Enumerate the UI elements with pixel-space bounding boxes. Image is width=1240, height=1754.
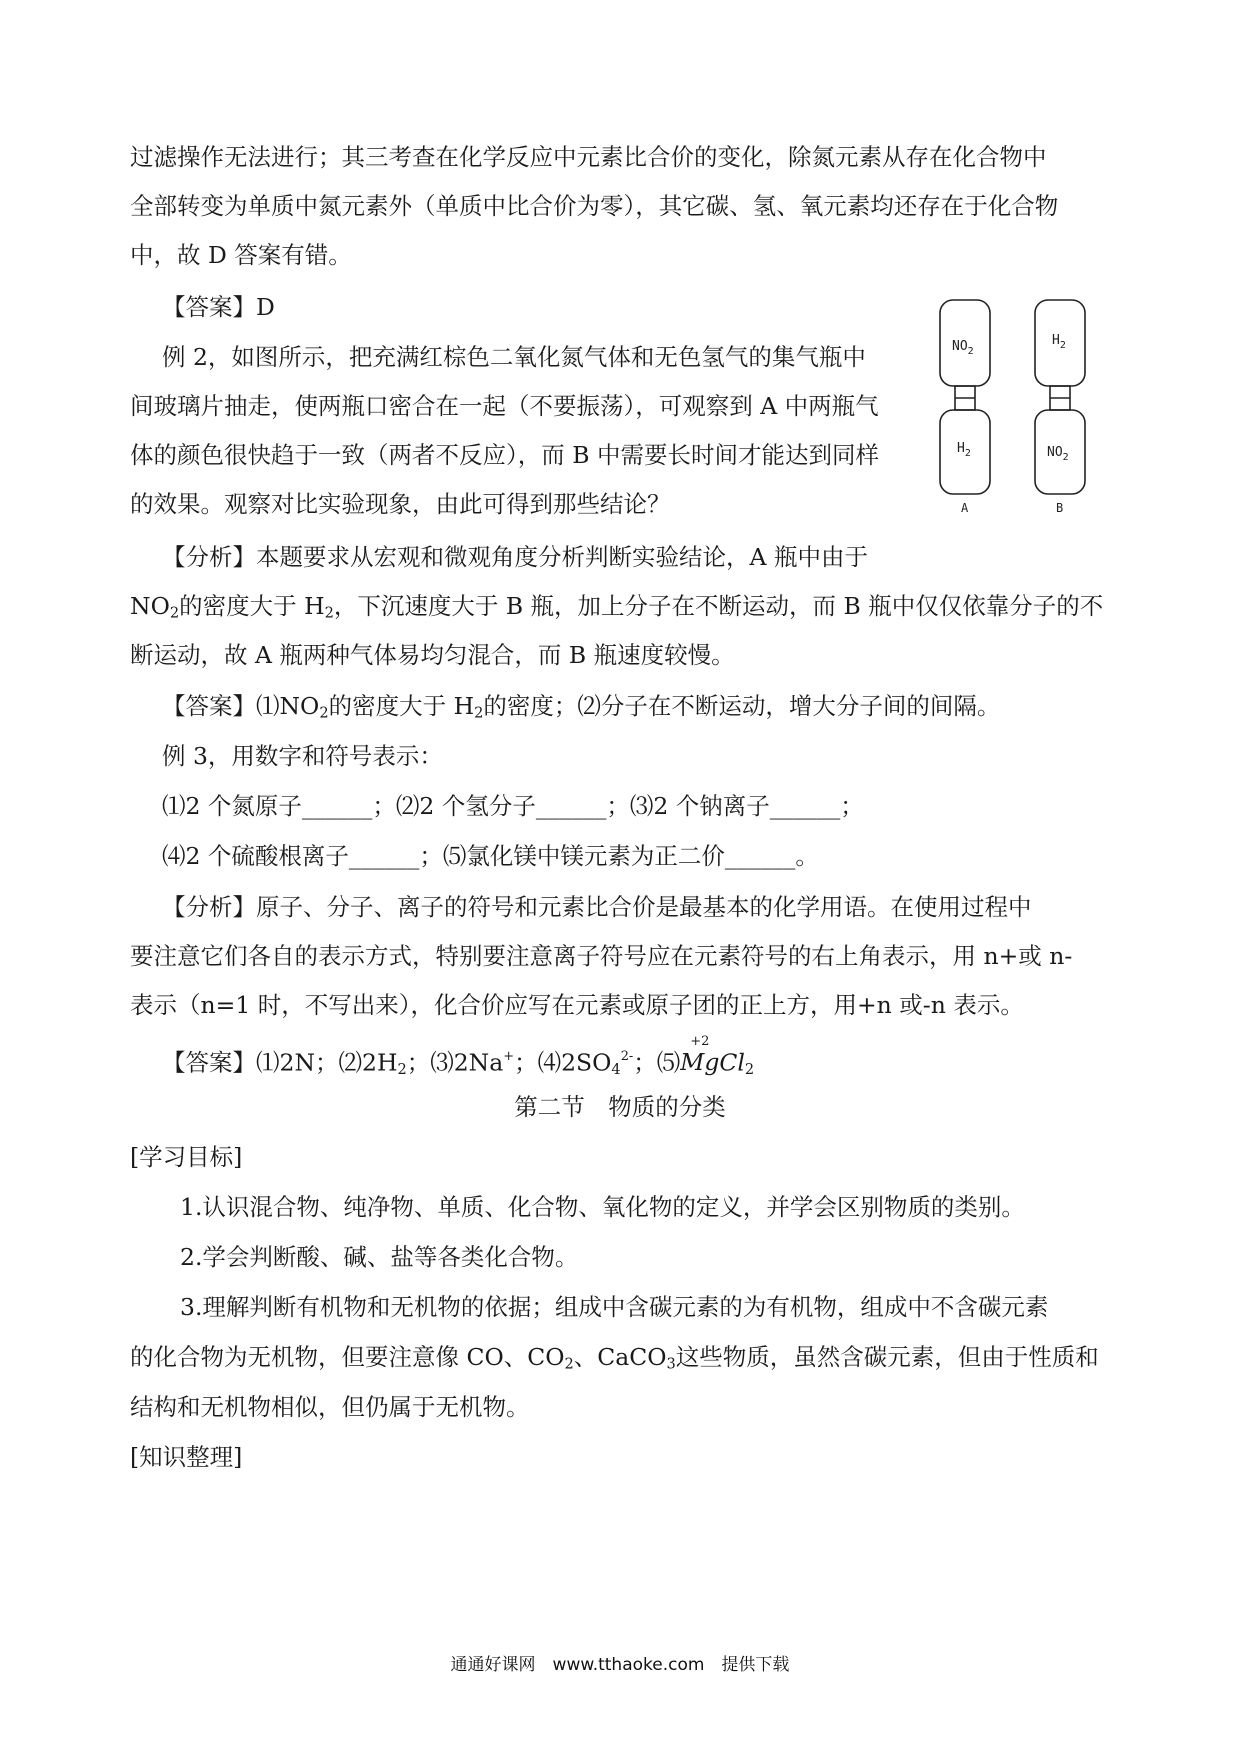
superscript: + <box>503 1049 515 1064</box>
gas-bottles-figure <box>930 296 1120 516</box>
analysis-line: 断运动，故 A 瓶两种气体易均匀混合，而 B 瓶速度较慢。 <box>130 641 735 669</box>
goal-item: 2.学会判断酸、碱、盐等各类化合物。 <box>180 1243 579 1271</box>
example-3-question: ⑴2 个氮原子______；⑵2 个氢分子______；⑶2 个钠离子______； <box>162 792 864 820</box>
example-3-line: 例 3，用数字和符号表示： <box>162 742 443 770</box>
goal-item: 3.理解判断有机物和无机物的依据；组成中含碳元素的为有机物，组成中不含碳元素 <box>180 1293 1049 1321</box>
subscript: 4 <box>611 1060 621 1078</box>
goal-item: 1.认识混合物、纯净物、单质、化合物、氧化物的定义，并学会区别物质的类别。 <box>180 1193 1025 1221</box>
bottle-a-top-gas: $NO_2$ <box>952 339 974 357</box>
paragraph-line: 全部转变为单质中氮元素外（单质中比合价为零），其它碳、氢、氧元素均还存在于化合物 <box>130 192 1059 220</box>
no2-formula: NO <box>130 592 170 620</box>
example-2-line: 体的颜色很快趋于一致（两者不反应），而 B 中需要长时间才能达到同样 <box>130 441 879 469</box>
example-2-line: 例 2，如图所示，把充满红棕色二氧化氮气体和无色氢气的集气瓶中 <box>162 343 866 371</box>
example-2-line: 的效果。观察对比实验现象，由此可得到那些结论？ <box>130 490 671 518</box>
subscript: 2 <box>169 604 180 622</box>
text-run: 的化合物为无机物，但要注意像 CO、CO <box>130 1343 565 1371</box>
text-run: 【答案】⑴NO <box>162 692 320 720</box>
bottle-set-a <box>940 300 990 494</box>
text-run: ，下沉速度大于 B 瓶，加上分子在不断运动，而 B 瓶中仅仅依靠分子的不 <box>333 592 1104 620</box>
analysis-line: 【分析】原子、分子、离子的符号和元素比合价是最基本的化学用语。在使用过程中 <box>162 893 1032 921</box>
bottle-b-bottom-gas: $NO_2$ <box>1047 445 1069 463</box>
heading-learning-goals: [学习目标] <box>130 1143 243 1171</box>
bottle-set-b <box>1035 300 1085 494</box>
analysis-line <box>130 589 1103 631</box>
analysis-line: 表示（n=1 时，不写出来），化合价应写在元素或原子团的正上方，用+n 或-n 表示。 <box>130 991 1024 1019</box>
element-symbol: Cl <box>719 1048 745 1077</box>
section-title: 第二节 物质的分类 <box>514 1093 726 1121</box>
example-3-question: ⑷2 个硫酸根离子______；⑸氯化镁中镁元素为正二价______。 <box>162 842 819 870</box>
paragraph-line: 中，故 D 答案有错。 <box>130 241 352 269</box>
subscript: 2 <box>397 1060 407 1078</box>
subscript: 2 <box>744 1060 755 1078</box>
text-run: 、CaCO <box>573 1343 667 1371</box>
oxidation-state: +2 <box>690 1034 710 1050</box>
subscript: 2 <box>324 604 334 622</box>
example-2-line: 间玻璃片抽走，使两瓶口密合在一起（不要振荡），可观察到 A 中两瓶气 <box>130 392 879 420</box>
text-run: 这些物质，虽然含碳元素，但由于性质和 <box>675 1343 1099 1371</box>
page-footer: 通通好课网 www.tthaoke.com 提供下载 <box>450 1655 790 1675</box>
subscript: 2 <box>319 704 329 722</box>
analysis-line: 【分析】本题要求从宏观和微观角度分析判断实验结论，A 瓶中由于 <box>162 543 868 571</box>
goal-item: 结构和无机物相似，但仍属于无机物。 <box>130 1393 530 1421</box>
subscript: 3 <box>666 1355 676 1373</box>
answer-line <box>162 689 1000 731</box>
text-run: 的密度；⑵分子在不断运动，增大分子间的间隔。 <box>483 692 1001 720</box>
element-symbol: Mg <box>680 1048 720 1077</box>
text-run: 【答案】⑴2N；⑵2H <box>162 1048 398 1077</box>
bottle-b-top-gas: $H_2$ <box>1052 333 1066 351</box>
text-run: ；⑷2SO <box>514 1048 612 1077</box>
subscript: 2 <box>474 704 484 722</box>
bottle-a-bottom-gas: $H_2$ <box>957 441 971 459</box>
text-run: 的密度大于 H <box>328 692 475 720</box>
answer-line: 【答案】D <box>162 293 275 321</box>
mgcl2-formula <box>680 1034 720 1079</box>
paragraph-line: 过滤操作无法进行；其三考查在化学反应中元素比合价的变化，除氮元素从存在化合物中 <box>130 143 1047 171</box>
answer-line <box>162 1034 755 1087</box>
analysis-line: 要注意它们各自的表示方式，特别要注意离子符号应在元素符号的右上角表示，用 n+或 n- <box>130 942 1073 970</box>
superscript: 2- <box>620 1049 634 1064</box>
subscript: 2 <box>564 1355 574 1373</box>
text-run: 的密度大于 H <box>179 592 325 620</box>
heading-knowledge: [知识整理] <box>130 1443 243 1471</box>
goal-item <box>130 1340 1099 1382</box>
figure-label-b: B <box>1056 501 1064 515</box>
text-run: ；⑸ <box>633 1048 681 1077</box>
text-run: ；⑶2Na <box>406 1048 504 1077</box>
figure-label-a: A <box>961 501 969 515</box>
